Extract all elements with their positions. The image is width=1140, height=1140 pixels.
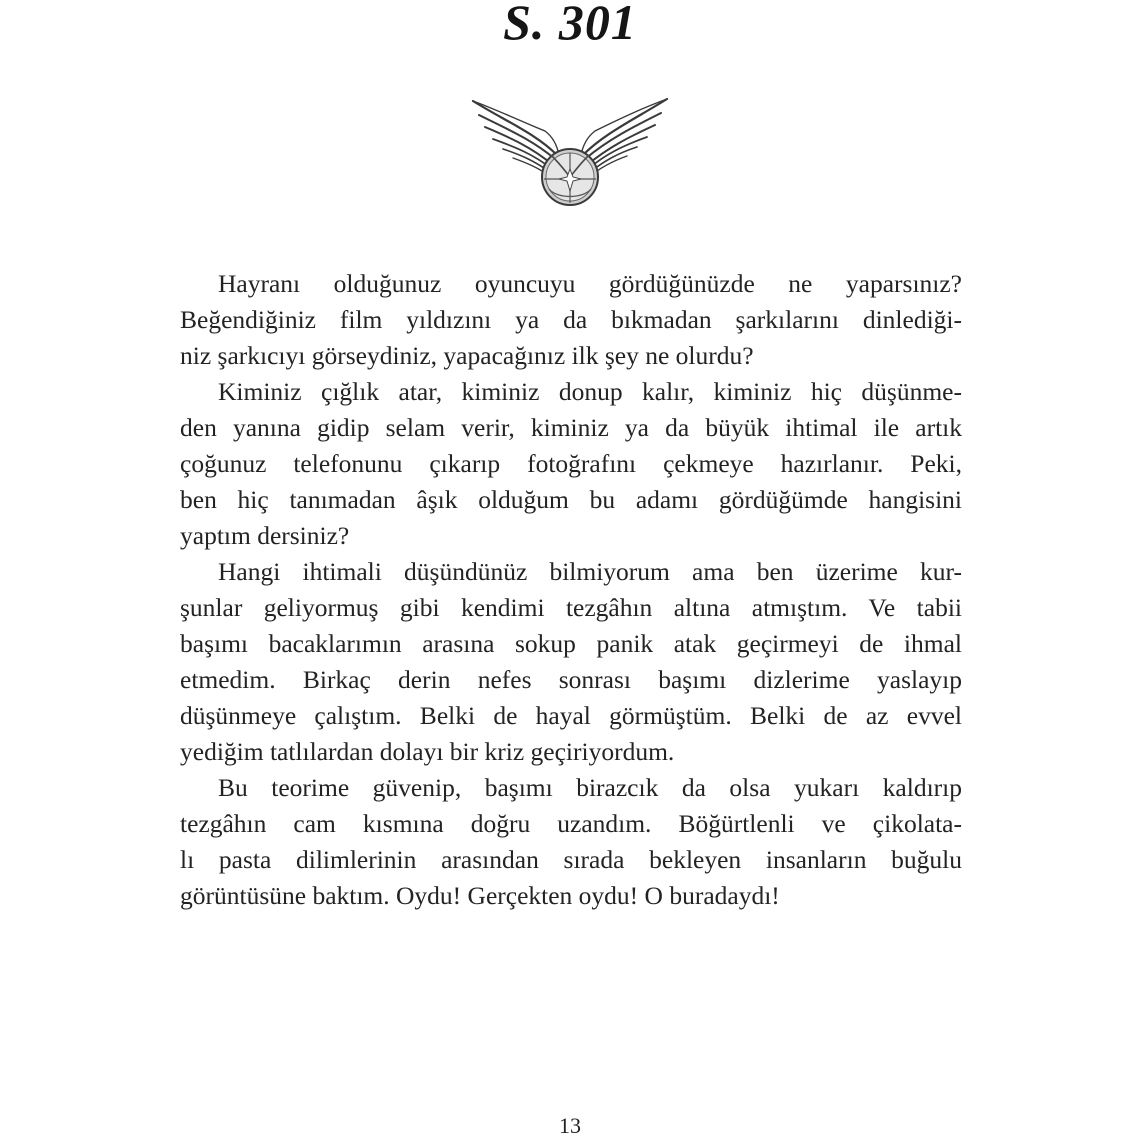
- text-line: etmedim. Birkaç derin nefes sonrası başımı dizlerime yaslayıp: [180, 665, 962, 694]
- paragraph: [180, 266, 962, 374]
- text-line: Beğendiğiniz film yıldızını ya da bıkmadan şarkılarını dinlediği-: [180, 305, 962, 334]
- chapter-title: S. 301: [503, 0, 637, 50]
- text-line: başımı bacaklarımın arasına sokup panik atak geçirmeyi de ihmal: [180, 629, 962, 658]
- text-line: Hayranı olduğunuz oyuncuyu gördüğünüzde ne yaparsınız?: [218, 269, 962, 298]
- text-line: Bu teorime güvenip, başımı birazcık da olsa yukarı kaldırıp: [218, 773, 962, 802]
- text-line: tezgâhın cam kısmına doğru uzandım. Böğürtlenli ve çikolata-: [180, 809, 962, 838]
- body-text: [180, 266, 962, 914]
- text-line: niz şarkıcıyı görseydiniz, yapacağınız ilk şey ne olurdu?: [180, 341, 754, 370]
- text-line: Hangi ihtimali düşündünüz bilmiyorum ama ben üzerime kur-: [218, 557, 962, 586]
- text-line: yaptım dersiniz?: [180, 521, 350, 550]
- paragraph: [180, 770, 962, 914]
- text-line: düşünmeye çalıştım. Belki de hayal görmüştüm. Belki de az evvel: [180, 701, 962, 730]
- paragraph: [180, 554, 962, 770]
- winged-ball-icon: [465, 93, 675, 208]
- text-line: Kiminiz çığlık atar, kiminiz donup kalır, kiminiz hiç düşünme-: [218, 377, 962, 406]
- text-line: ben hiç tanımadan âşık olduğum bu adamı gördüğümde hangisini: [180, 485, 962, 514]
- text-line: şunlar geliyormuş gibi kendimi tezgâhın altına atmıştım. Ve tabii: [180, 593, 962, 622]
- text-line: den yanına gidip selam verir, kiminiz ya da büyük ihtimal ile artık: [180, 413, 962, 442]
- text-line: lı pasta dilimlerinin arasından sırada bekleyen insanların buğulu: [180, 845, 962, 874]
- text-line: çoğunuz telefonunu çıkarıp fotoğrafını çekmeye hazırlanır. Peki,: [180, 449, 962, 478]
- paragraph: [180, 374, 962, 554]
- text-line: görüntüsüne baktım. Oydu! Gerçekten oydu! O buradaydı!: [180, 881, 780, 910]
- page-number: 13: [559, 1113, 581, 1138]
- text-line: yediğim tatlılardan dolayı bir kriz geçiriyordum.: [180, 737, 675, 766]
